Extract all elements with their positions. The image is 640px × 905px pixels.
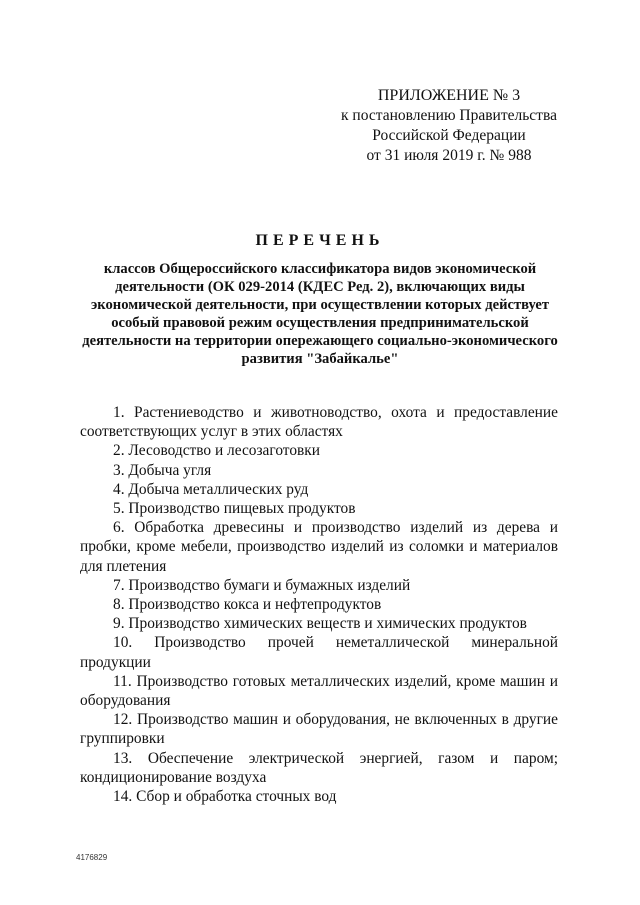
list-item: 1. Растениеводство и животноводство, охота и предоставление соответствующих услуг в этих областях [80,404,558,441]
list-item: 14. Сбор и обработка сточных вод [113,788,337,806]
list-item: 3. Добыча угля [113,461,212,479]
document-title: ПЕРЕЧЕНЬ [255,232,385,249]
list-item: 8. Производство кокса и нефтепродуктов [113,596,382,614]
list-item: 9. Производство химических веществ и химических продуктов [113,615,527,633]
appendix-line-1: к постановлению Правительства [341,107,557,124]
appendix-line-2: Российской Федерации [372,127,526,144]
list-item: 7. Производство бумаги и бумажных изделий [113,576,411,594]
list-item: 11. Производство готовых металлических изделий, кроме машин и оборудования [80,672,558,710]
list-item: 12. Производство машин и оборудования, не включенных в другие группировки [80,711,558,748]
document-code: 4176829 [76,853,108,862]
list-item: 4. Добыча металлических руд [113,480,309,498]
appendix-line-3: от 31 июля 2019 г. № 988 [366,147,532,164]
list-item: 10. Производство прочей неметаллической минеральной продукции [80,634,558,671]
list-item: 2. Лесоводство и лесозаготовки [113,442,321,460]
appendix-heading: ПРИЛОЖЕНИЕ № 3 [377,87,521,104]
activity-list [80,403,558,806]
list-item: 13. Обеспечение электрической энергией, газом и паром; кондиционирование воздуха [80,749,558,786]
document-subtitle: классов Общероссийского классификатора видов экономической деятельности (ОК 029-2014 (КДЕС Ред. 2), включающих виды экономической деятельности, при осуществлении которых действует особый правовой режим осуществления предпринимательской деятельности на территории опережающего социально-экономического развития "Забайкалье" [82,261,558,367]
appendix-block [324,86,574,166]
list-item: 5. Производство пищевых продуктов [113,500,356,518]
list-item: 6. Обработка древесины и производство изделий из дерева и пробки, кроме мебели, производство изделий из соломки и материалов для плетения [80,519,558,575]
